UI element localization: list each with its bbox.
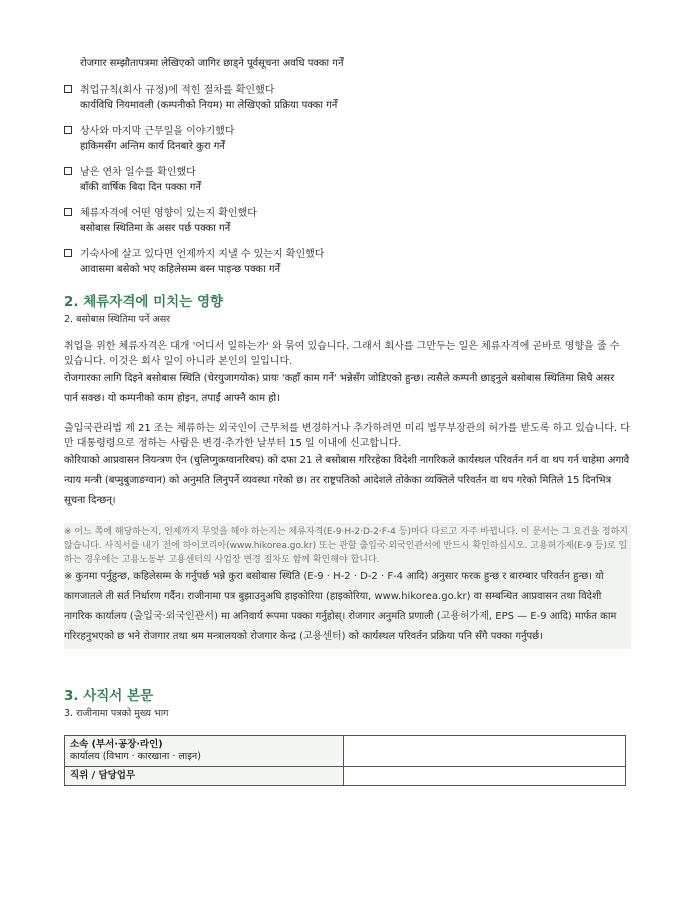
checklist-item-nepali: बाँकी वार्षिक बिदा दिन पक्का गर्नें — [80, 182, 201, 193]
paragraph-1-korean: 취업을 위한 체류자격은 대개 '어디서 일하는가' 와 묶여 있습니다. 그래서 회사를 그만두는 일은 체류자격에 곧바로 영향을 줄 수 있습니다. 이것은 회사 일이 아니라 본인의 일입니다. — [64, 341, 620, 367]
checklist-item — [64, 165, 631, 195]
checklist-item — [64, 247, 631, 277]
checkbox[interactable] — [64, 167, 72, 175]
section-2-title: 2. 체류자격에 미치는 영향 — [64, 294, 224, 310]
section-3-subtitle: 3. राजीनामा पत्रको मुख्य भाग — [64, 708, 169, 719]
form-row — [65, 736, 626, 767]
paragraph-2-nepali: कोरियाको आप्रवासन नियन्त्रण ऐन (चुलिप्गुकग्वानरिबप) को दफा 21 ले बसोबास गरिरहेका विदेशी नागरिकले कार्यस्थल परिवर्तन गर्न वा थप गर्न चाहेमा अगावै न्याय मन्त्री (बप्मुबुजाङग्वान) को अनुमति लिनुपर्ने व्यवस्था गरेको छ। तर राष्ट्रपतिको आदेशले तोकेका व्यक्तिले परिवर्तन वा थप गरेको मितिले 15 दिनभित्र सूचना दिन्छन्। — [64, 455, 630, 506]
section-2-subtitle: 2. बसोबास स्थितिमा पर्ने असर — [64, 314, 171, 325]
checklist-item-nepali: हाकिमसँग अन्तिम कार्य दिनबारे कुरा गर्नें — [80, 141, 225, 152]
checklist-item — [64, 83, 631, 113]
note-nepali: ※ कुनमा पर्नुहुन्छ, कहिलेसम्म के गर्नुपर्छ भन्ने कुरा बसोबास स्थिति (E-9 · H-2 · D-2 · F-4 आदि) अनुसार फरक हुन्छ र बारम्बार परिवर्तन हुन्छ। यो कागजातले ती सर्त निर्धारण गर्दैन। राजीनामा पत्र बुझाउनुअघि हाइकोरिया (हाइकोरिया, www.hikorea.go.kr) वा सम्बन्धित आप्रवासन तथा विदेशी नागरिक कार्यालय (출입국·외국인관서) मा अनिवार्य रूपमा पक्का गर्नुहोस्। रोजगार अनुमति प्रणाली (고용허가제, EPS — E-9 आदि) मार्फत काम गरिरहनुभएको छ भने रोजगार तथा श्रम मन्त्रालयको रोजगार केन्द्र (고용센터) को कार्यस्थल परिवर्तन प्रक्रिया पनि सँगै पक्का गर्नुपर्छ। — [64, 571, 617, 642]
notice-period-line: रोजगार सम्झौतापत्रमा लेखिएको जागिर छाड्ने पूर्वसूचना अवधि पक्का गर्नें — [80, 58, 344, 69]
form-row — [65, 767, 626, 786]
section-3-title: 3. 사직서 본문 — [64, 688, 154, 704]
section-2 — [64, 293, 631, 649]
resignation-form-table — [64, 735, 626, 786]
checklist-item-korean: 상사와 마지막 근무일을 이야기했다 — [80, 126, 235, 137]
checkbox[interactable] — [64, 249, 72, 257]
paragraph-2-korean: 출입국관리법 제 21 조는 체류하는 외국인이 근무처를 변경하거나 추가하려면 미리 법무부장관의 허가를 받도록 하고 있습니다. 다만 대통령령으로 정하는 사람은 변경·추가한 날부터 15 일 이내에 신고합니다. — [64, 423, 630, 449]
checklist-item-korean: 남은 연차 일수를 확인했다 — [80, 167, 196, 178]
paragraph-1-nepali: रोजगारका लागि दिइने बसोबास स्थिति (चेरयुजागयोक) प्रायः 'कहाँ काम गर्ने' भन्नेसँग जोडिएको हुन्छ। त्यसैले कम्पनी छाड्नुले बसोबास स्थितिमा सिधै असर पार्न सक्छ। यो कम्पनीको काम होइन, तपाईं आफ्नै काम हो। — [64, 373, 615, 404]
checklist-item — [64, 124, 631, 154]
checklist — [64, 83, 631, 277]
checklist-item-nepali: बसोबास स्थितिमा के असर पर्छ पक्का गर्नें — [80, 223, 231, 234]
paragraph-2 — [64, 421, 631, 511]
checklist-item-nepali: आवासमा बसेको भए कहिलेसम्म बस्न पाइन्छ पक्का गर्नें — [80, 264, 281, 275]
position-field[interactable] — [344, 767, 626, 786]
form-label-cell — [65, 736, 344, 767]
checkbox[interactable] — [64, 208, 72, 216]
checklist-item-nepali: कार्यविधि नियमावली (कम्पनीको नियम) मा लेखिएको प्रक्रिया पक्का गर्नें — [80, 100, 338, 111]
checkbox[interactable] — [64, 85, 72, 93]
form-label-cell — [65, 767, 344, 786]
form-label-korean: 소속 (부서·공장·라인) — [70, 739, 163, 750]
checklist-item — [64, 206, 631, 236]
checkbox[interactable] — [64, 126, 72, 134]
form-label-nepali: कार्यालय (विभाग · कारखाना · लाइन) — [70, 751, 201, 762]
paragraph-1 — [64, 339, 631, 409]
note-box — [64, 523, 631, 649]
checklist-item-korean: 취업규칙(회사 규정)에 적힌 절차를 확인했다 — [80, 85, 275, 96]
department-field[interactable] — [344, 736, 626, 767]
note-korean: ※ 어느 쪽에 해당하는지, 언제까지 무엇을 해야 하는지는 체류자격(E-9·H-2·D-2·F-4 등)마다 다르고 자주 바뀝니다. 이 문서는 그 요건을 정하지 않습니다. 사직서를 내기 전에 하이코리아(www.hikorea.go.kr) 또는 관할 출입국·외국인관서에 반드시 확인하십시오. 고용허가제(E-9 등)로 일하는 경우에는 고용노동부 고용센터의 사업장 변경 절차도 함께 확인해야 합니다. — [64, 527, 628, 565]
checklist-item-korean: 기숙사에 살고 있다면 언제까지 지낼 수 있는지 확인했다 — [80, 249, 325, 260]
checklist-item-korean: 체류자격에 어떤 영향이 있는지 확인했다 — [80, 208, 257, 219]
form-label-korean: 직위 / 담당업무 — [70, 770, 136, 781]
section-3 — [64, 687, 631, 786]
